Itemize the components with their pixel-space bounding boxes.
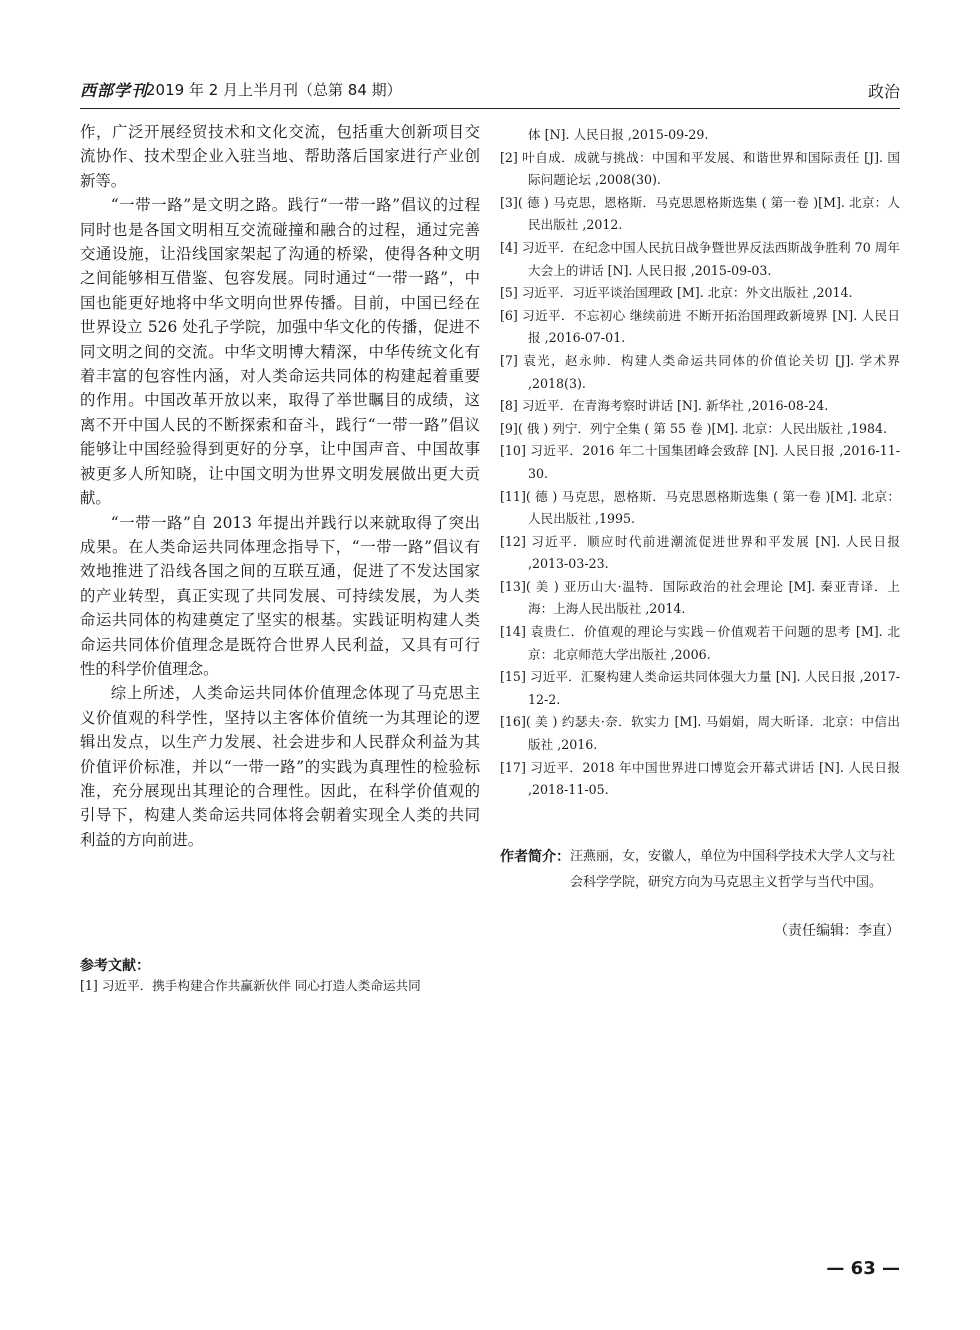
reference-item: [16]( 美 ) 约瑟夫·奈．软实力 [M]. 马娟娟，周大昕译．北京：中信出版社 ,2016. bbox=[500, 714, 900, 753]
journal-brand: 西部学刊 bbox=[80, 81, 149, 100]
body-paragraph: “一带一路”是文明之路。践行“一带一路”倡议的过程同时也是各国文明相互交流碰撞和融合的过程，通过完善交通设施，让沿线国家架起了沟通的桥梁，使得各种文明之间能够相互借鉴、包容发展。同时通过“一带一路”，中国也能更好地将中华文明向世界传播。目前，中国已经在世界设立 526 处孔子学院，加强中华文化的传播，促进不同文明之间的交流。中华文明博大精深，中华传统文化有着丰富的包容性内涵，对人类命运共同体的构建起着重要的作用。中国改革开放以来，取得了举世瞩目的成绩，这离不开中国人民的不断探索和奋斗，践行“一带一路”倡议能够让中国经验得到更好的分享，让中国声音、中国故事被更多人所知晓，让中国文明为世界文明发展做出更大贡献。 bbox=[80, 196, 480, 508]
reference-item: [14] 袁贵仁．价值观的理论与实践－价值观若干问题的思考 [M]. 北京：北京师范大学出版社 ,2006. bbox=[500, 624, 900, 662]
reference-item: [9]( 俄 ) 列宁．列宁全集 ( 第 55 卷 )[M]. 北京：人民出版社 ,1984. bbox=[500, 420, 888, 436]
reference-item: [17] 习近平．2018 年中国世界进口博览会开幕式讲话 [N]. 人民日报 ,2018-11-05. bbox=[500, 759, 900, 798]
references-title: 参考文献： bbox=[80, 958, 150, 974]
reference-item: [4] 习近平．在纪念中国人民抗日战争暨世界反法西斯战争胜利 70 周年大会上的讲话 [N]. 人民日报 ,2015-09-03. bbox=[500, 239, 900, 278]
reference-item: [5] 习近平．习近平谈治国理政 [M]. 北京：外文出版社 ,2014. bbox=[500, 285, 853, 301]
body-text-column bbox=[80, 120, 480, 852]
header-rule bbox=[80, 108, 900, 109]
reference-continuation: 体 [N]. 人民日报 ,2015-09-29. bbox=[528, 127, 709, 142]
page-number: — 63 — bbox=[826, 1258, 900, 1279]
author-bio-text: 汪燕丽，女，安徽人，单位为中国科学技术大学人文与社会科学学院，研究方向为马克思主义哲学与当代中国。 bbox=[570, 849, 896, 890]
reference-item: [3]( 德 ) 马克思，恩格斯．马克思恩格斯选集 ( 第一卷 )[M]. 北京：人民出版社 ,2012. bbox=[500, 194, 900, 233]
body-paragraph: 作，广泛开展经贸技术和文化交流，包括重大创新项目交流协作、技术型企业入驻当地、帮助落后国家进行产业创新等。 bbox=[80, 123, 480, 190]
issue-info: 2019 年 2 月上半月刊（总第 84 期） bbox=[146, 81, 402, 99]
body-paragraph: 综上所述，人类命运共同体价值理念体现了马克思主义价值观的科学性，坚持以主客体价值统一为其理论的逻辑出发点，以生产力发展、社会进步和人民群众利益为其价值评价标准，并以“一带一路”的实践为真理性的检验标准，充分展现出其理论的合理性。因此，在科学价值观的引导下，构建人类命运共同体将会朝着实现全人类的共同利益的方向前进。 bbox=[80, 684, 480, 849]
reference-item: [11]( 德 ) 马克思，恩格斯．马克思恩格斯选集 ( 第一卷 )[M]. 北京：人民出版社 ,1995. bbox=[500, 488, 900, 527]
reference-item: [10] 习近平．2016 年二十国集团峰会致辞 [N]. 人民日报 ,2016-11-30. bbox=[500, 443, 900, 481]
references-column bbox=[500, 124, 900, 802]
reference-item: [2] 叶自成．成就与挑战：中国和平发展、和谐世界和国际责任 [J]. 国际问题论坛 ,2008(30). bbox=[500, 149, 900, 188]
body-paragraph: “一带一路”自 2013 年提出并践行以来就取得了突出成果。在人类命运共同体理念指导下，“一带一路”倡议有效地推进了沿线各国之间的互联互通，促进了不发达国家的产业转型，真正实现了共同发展、可持续发展，为人类命运共同体的构建奠定了坚实的根基。实践证明构建人类命运共同体价值理念是既符合世界人民利益，又具有可行性的科学价值理念。 bbox=[80, 513, 480, 678]
reference-item: [13]( 美 ) 亚历山大·温特．国际政治的社会理论 [M]. 秦亚青译．上海：上海人民出版社 ,2014. bbox=[500, 578, 900, 617]
reference-item: [7] 袁光，赵永帅．构建人类命运共同体的价值论关切 [J]. 学术界 ,2018(3). bbox=[500, 352, 900, 391]
reference-item: [6] 习近平．不忘初心 继续前进 不断开拓治国理政新境界 [N]. 人民日报 ,2016-07-01. bbox=[500, 307, 900, 346]
running-header bbox=[80, 78, 900, 100]
reference-item: [15] 习近平．汇聚构建人类命运共同体强大力量 [N]. 人民日报 ,2017-12-2. bbox=[500, 669, 900, 707]
reference-item: [12] 习近平．顺应时代前进潮流促进世界和平发展 [N]. 人民日报 ,2013-03-23. bbox=[500, 533, 900, 572]
author-bio bbox=[500, 844, 900, 896]
reference-item: [1] 习近平．携手构建合作共赢新伙伴 同心打造人类命运共同 bbox=[80, 978, 421, 993]
section-name: 政治 bbox=[867, 82, 900, 101]
responsible-editor: （责任编辑：李直） bbox=[774, 923, 900, 939]
reference-item: [8] 习近平．在青海考察时讲话 [N]. 新华社 ,2016-08-24. bbox=[500, 398, 829, 414]
author-bio-label: 作者简介： bbox=[500, 849, 570, 865]
